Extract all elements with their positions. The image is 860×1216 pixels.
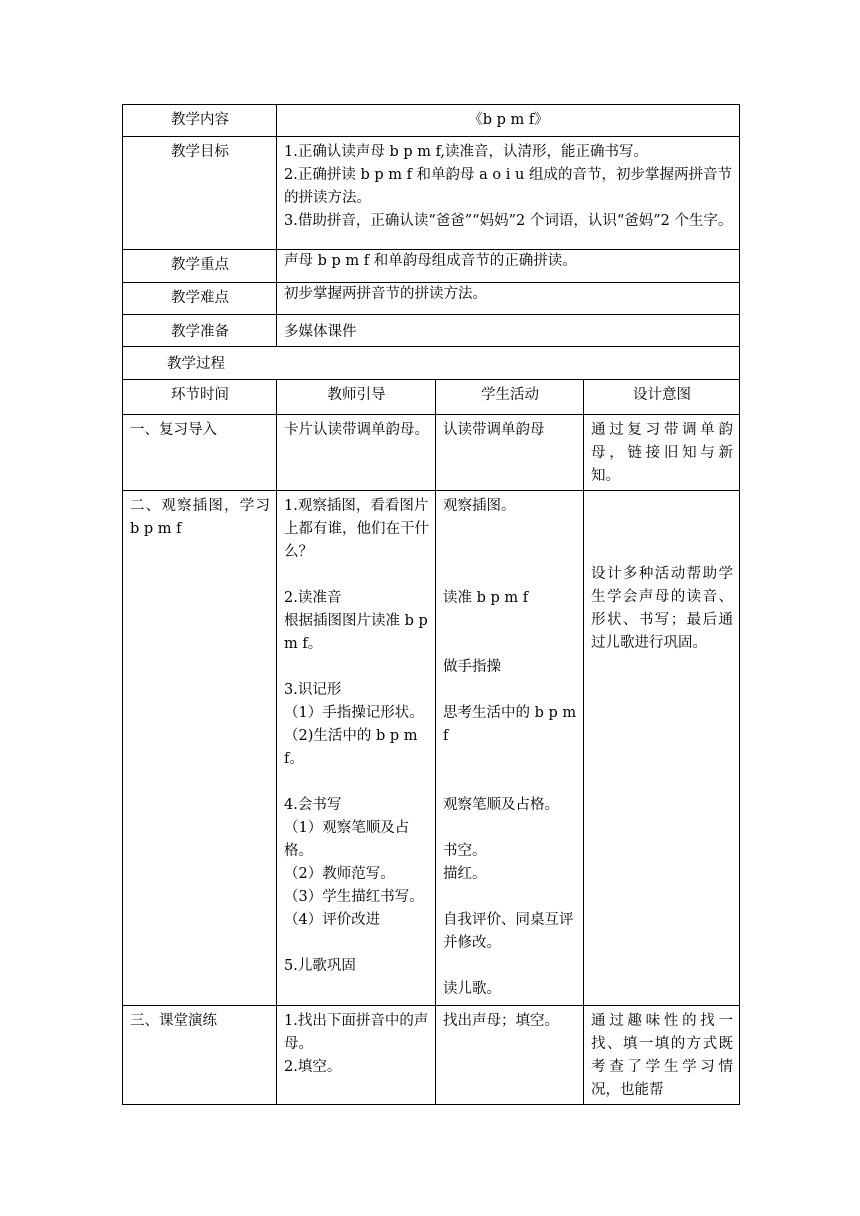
table-row: [123, 415, 740, 491]
student-cell: 认读带调单韵母: [436, 415, 584, 491]
teacher-step: （1）手指操记形状。: [284, 705, 424, 721]
row-content: [123, 105, 740, 137]
intent-cell: 通过趣味性的找一找、填一填的方式既考查了学生学习情况，也能帮: [584, 1006, 740, 1105]
teacher-step: 2.读准音: [284, 590, 342, 606]
student-cell: 找出声母；填空。: [436, 1006, 584, 1105]
goals-label: 教学目标: [123, 137, 277, 250]
teacher-cell: [277, 491, 436, 1006]
content-label: 教学内容: [123, 105, 277, 137]
lesson-plan-table: [122, 104, 740, 1105]
prep-value: 多媒体课件: [277, 315, 740, 347]
column-header-row: [123, 380, 740, 415]
difficulty-label: 教学难点: [123, 283, 277, 315]
goals-cell: [277, 137, 740, 250]
stage-cell: 一、复习导入: [123, 415, 277, 491]
teacher-step: 4.会书写: [284, 797, 342, 813]
row-key-points: [123, 250, 740, 283]
student-step: 观察插图。: [443, 498, 516, 514]
stage-cell: 三、课堂演练: [123, 1006, 277, 1105]
student-step: 思考生活中的 b p m f: [443, 705, 581, 744]
key-value: 声母 b p m f 和单韵母组成音节的正确拼读。: [277, 250, 740, 283]
teacher-step: （2）教师范写。: [284, 866, 395, 882]
stage-cell: 二、观察插图，学习 b p m f: [123, 491, 277, 1006]
student-cell: [436, 491, 584, 1006]
teacher-step: （4）评价改进: [284, 912, 381, 928]
row-preparation: [123, 315, 740, 347]
teacher-cell: [277, 1006, 436, 1105]
teacher-cell: 卡片认读带调单韵母。: [277, 415, 436, 491]
key-label: 教学重点: [123, 250, 277, 283]
content-value: 《b p m f》: [277, 105, 740, 137]
goal-item: 3.借助拼音，正确认读“爸爸”“妈妈”2 个词语，认识“爸妈”2 个生字。: [284, 213, 733, 229]
goal-item: 1.正确认读声母 b p m f,读准音，认清形，能正确书写。: [284, 144, 649, 160]
difficulty-value: 初步掌握两拼音节的拼读方法。: [277, 283, 740, 315]
student-step: 做手指操: [443, 659, 501, 675]
column-header: 设计意图: [584, 380, 740, 415]
column-header: 学生活动: [436, 380, 584, 415]
intent-cell: 通过复习带调单韵母，链接旧知与新知。: [584, 415, 740, 491]
teacher-step: 1.观察插图，看看图片上都有谁，他们在干什么？: [284, 498, 429, 560]
teacher-step: （2)生活中的 b p m f。: [284, 728, 423, 767]
intent-cell: 设计多种活动帮助学生学会声母的读音、形状、书写；最后通过儿歌进行巩固。: [584, 491, 740, 1006]
teacher-step: 5.儿歌巩固: [284, 958, 356, 974]
row-process: [123, 347, 740, 380]
student-step: 描红。: [443, 866, 487, 882]
student-step: 读儿歌。: [443, 981, 501, 997]
student-step: 观察笔顺及占格。: [443, 797, 559, 813]
teacher-step: 1.找出下面拼音中的声母。: [284, 1013, 429, 1052]
student-step: 读准 b p m f: [443, 590, 529, 606]
column-header: 教师引导: [277, 380, 436, 415]
table-row: [123, 1006, 740, 1105]
student-step: 自我评价、同桌互评并修改。: [443, 912, 574, 951]
row-difficulty: [123, 283, 740, 315]
teacher-step: 2.填空。: [284, 1059, 342, 1075]
teacher-step: 根据插图图片读准 b p m f。: [284, 613, 433, 652]
teacher-step: （3）学生描红书写。: [284, 889, 424, 905]
table-row: [123, 491, 740, 1006]
teacher-step: （1）观察笔顺及占格。: [284, 820, 410, 859]
prep-label: 教学准备: [123, 315, 277, 347]
teacher-step: 3.识记形: [284, 682, 342, 698]
process-label: 教学过程: [123, 347, 740, 380]
goal-item: 2.正确拼读 b p m f 和单韵母 a o i u 组成的音节，初步掌握两拼音节的拼读方法。: [284, 167, 732, 206]
row-goals: [123, 137, 740, 250]
column-header: 环节时间: [123, 380, 277, 415]
student-step: 书空。: [443, 843, 487, 859]
